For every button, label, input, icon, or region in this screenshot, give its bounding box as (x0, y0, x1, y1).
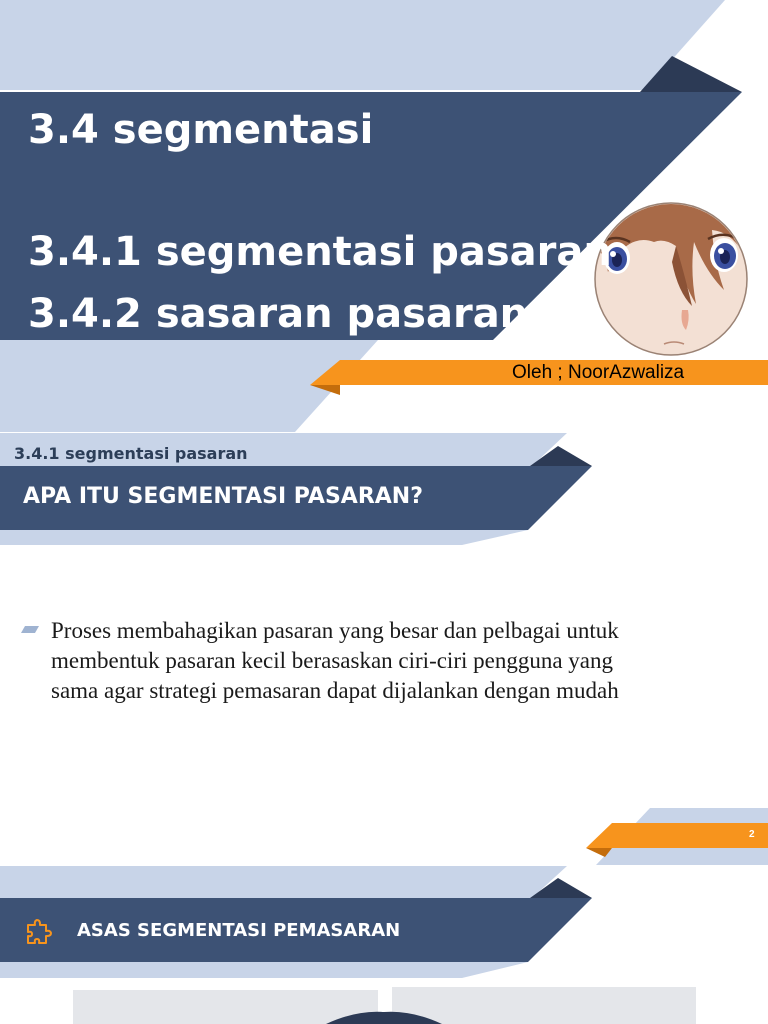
light-band-bottom-2 (0, 530, 528, 545)
section-label: 3.4.1 segmentasi pasaran (14, 444, 248, 463)
puzzle-icon (24, 917, 54, 947)
title-line-1: 3.4 segmentasi (28, 107, 374, 153)
bullet-dash (21, 626, 39, 633)
grey-panel-left (73, 990, 378, 1024)
section-heading: APA ITU SEGMENTASI PASARAN? (23, 484, 423, 509)
light-band-top (0, 0, 725, 90)
title-line-3: 3.4.2 sasaran pasaran (28, 291, 529, 337)
bullet-line-1: Proses membahagikan pasaran yang besar dan pelbagai untuk (51, 618, 619, 643)
page-number: 2 (749, 829, 755, 840)
bullet-text (51, 616, 619, 706)
light-band-top-3 (0, 866, 567, 898)
light-band-bottom-3 (0, 962, 528, 978)
title-line-2: 3.4.1 segmentasi pasaran (28, 229, 612, 275)
orange-page-ribbon (586, 823, 768, 848)
section-heading-3: ASAS SEGMENTASI PEMASARAN (77, 920, 401, 941)
bullet-line-3: sama agar strategi pemasaran dapat dijalankan dengan mudah (51, 678, 619, 703)
grey-panel-right (392, 987, 696, 1024)
avatar (594, 202, 748, 356)
author-label: Oleh ; NoorAzwaliza (512, 362, 685, 383)
bullet-line-2: membentuk pasaran kecil berasaskan ciri-ciri pengguna yang (51, 648, 613, 673)
